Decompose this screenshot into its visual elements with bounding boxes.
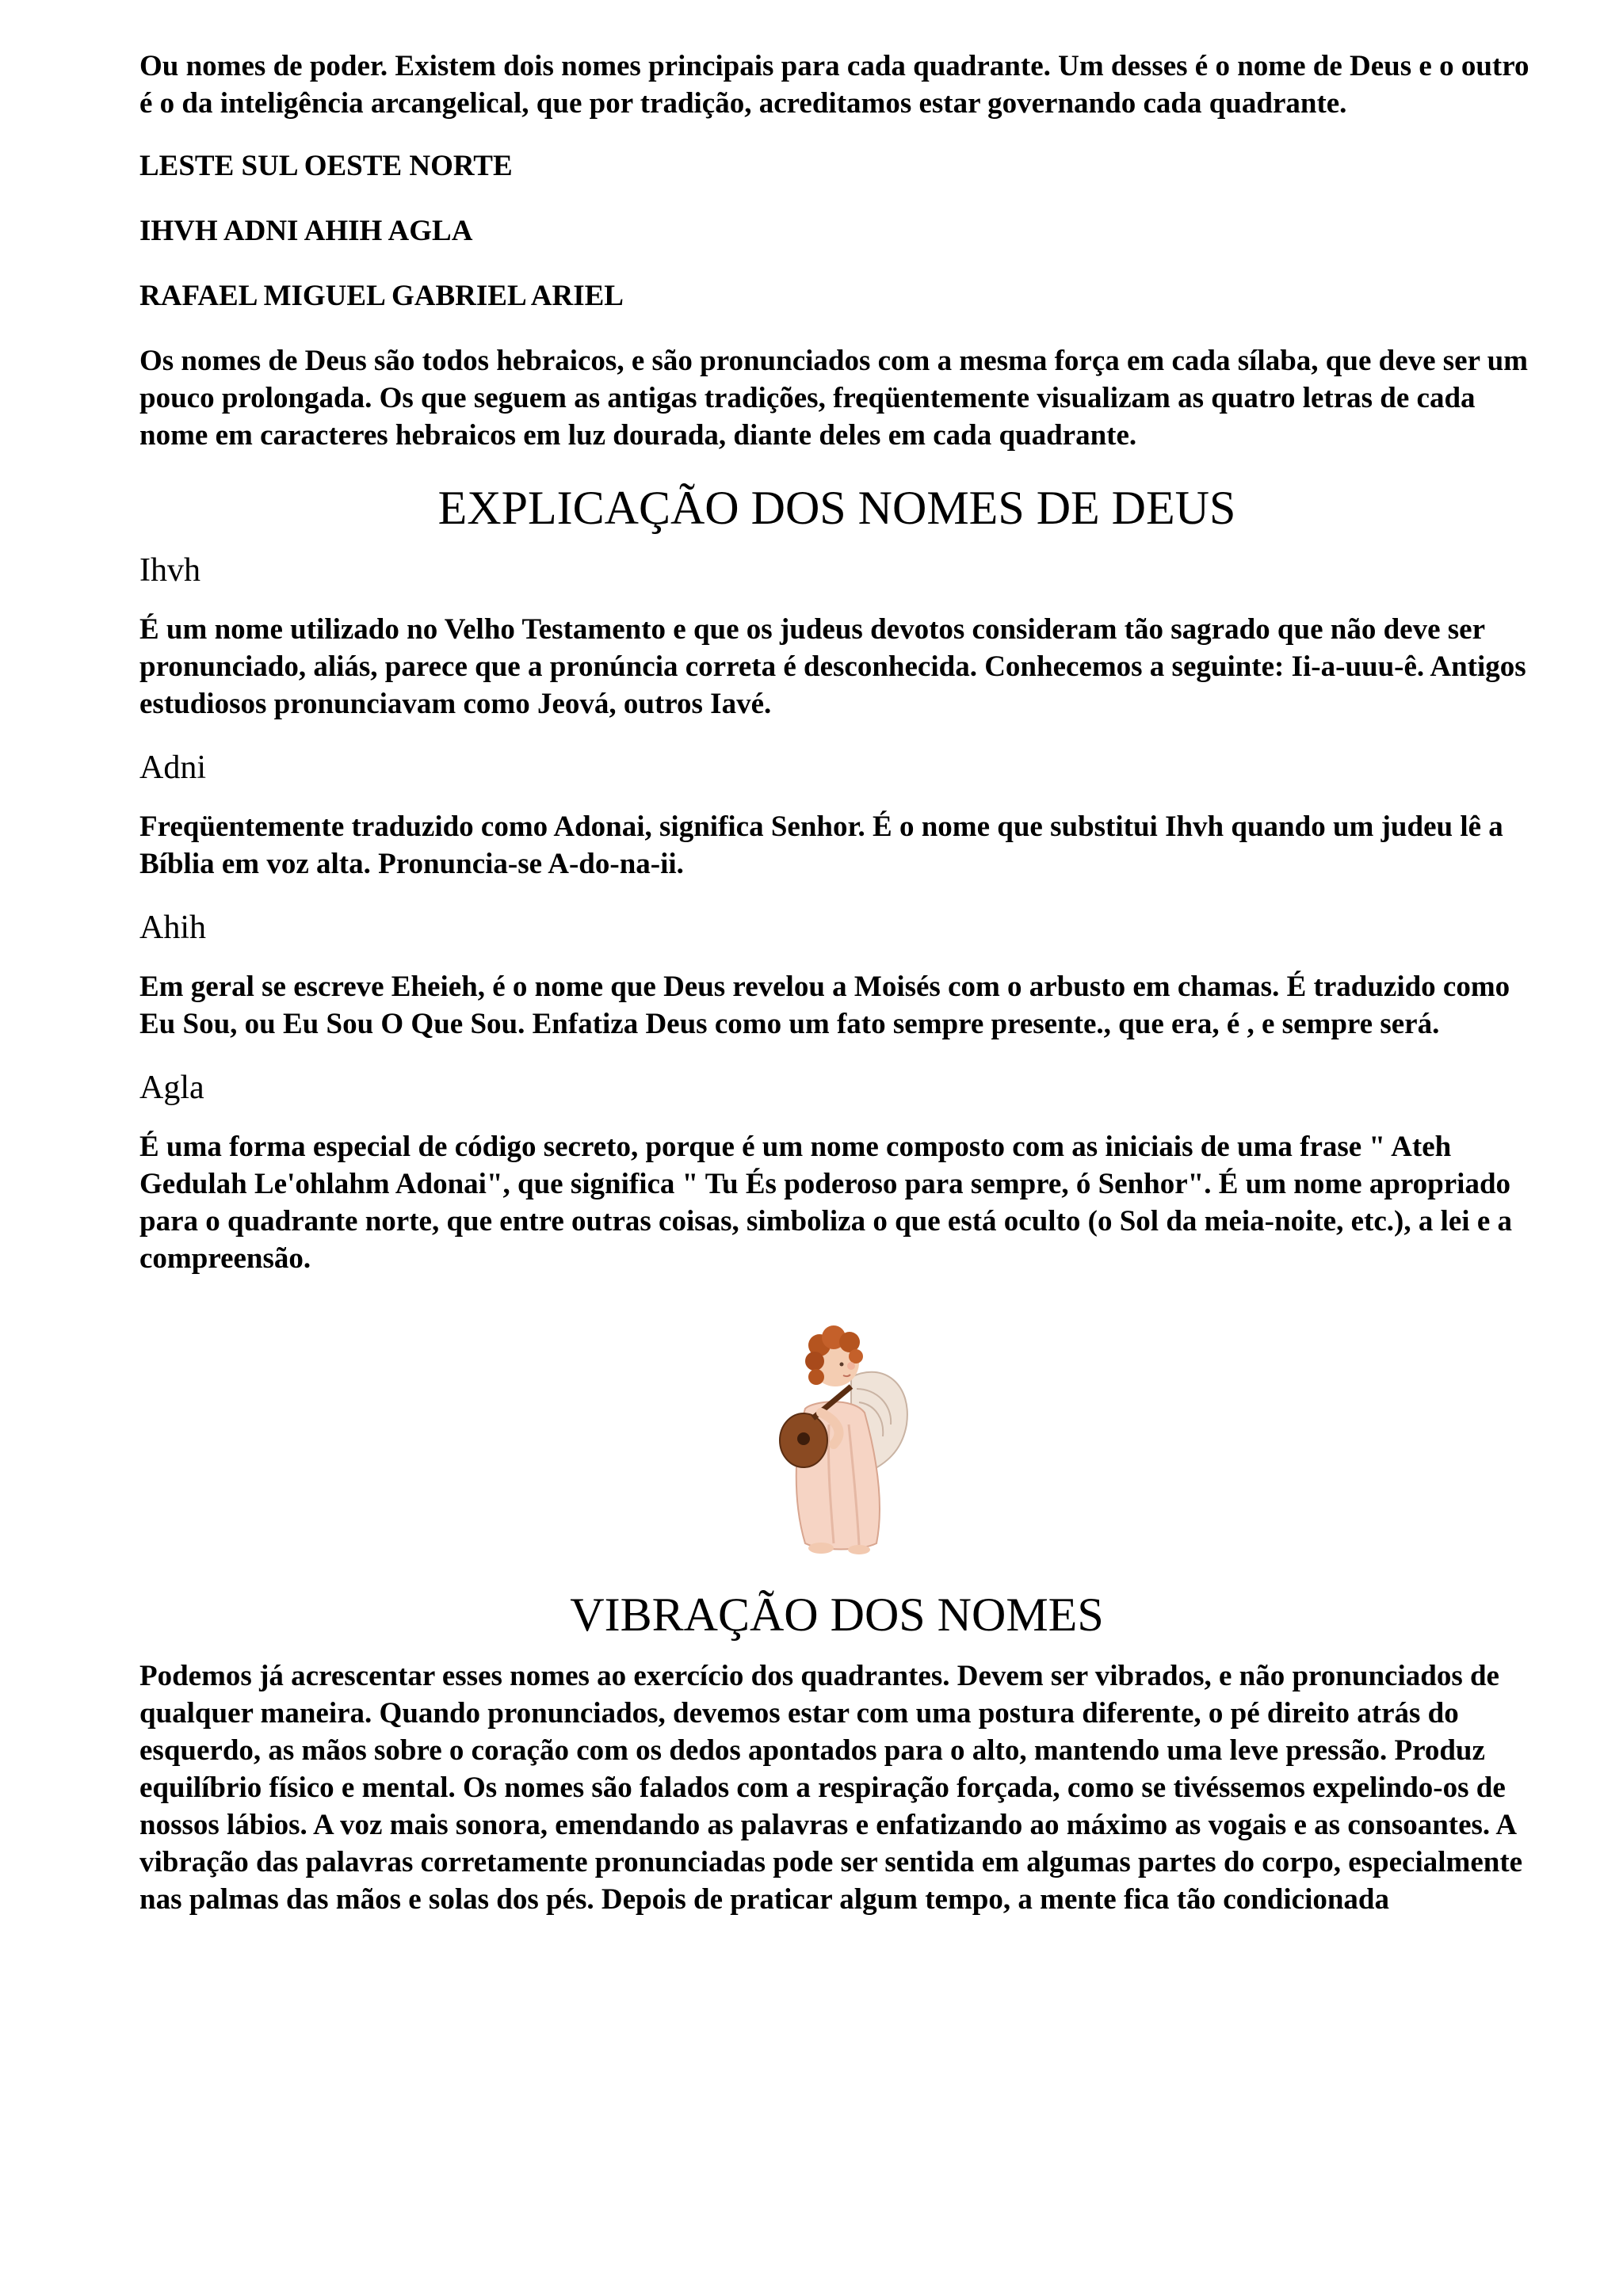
- term-agla-description: É uma forma especial de código secreto, porque é um nome composto com as iniciais de uma frase " Ateh Gedulah Le'ohlahm Adonai", que significa " Tu És poderoso para sempre, ó Senhor". É um nome apropriado para o quadrante norte, que entre outras coisas, simboliza o que está oculto (o Sol da meia-noite, etc.), a lei e a compreensão.: [139, 1131, 1512, 1275]
- vibracao-paragraph: Podemos já acrescentar esses nomes ao exercício dos quadrantes. Devem ser vibrados, e não pronunciados de qualquer maneira. Quando pronunciados, devemos estar com uma postura diferente, o pé direito atrás do esquerdo, as mãos sobre o coração com os dedos apontados para o alto, mantendo uma leve pressão. Produz equilíbrio físico e mental. Os nomes são falados com a respiração forçada, como se tivéssemos expelindo-os de nossos lábios. A voz mais sonora, emendando as palavras e enfatizando ao máximo as vogais e as consoantes. A vibração das palavras corretamente pronunciadas pode ser sentida em algumas partes do corpo, especialmente nas palmas das mãos e solas dos pés. Depois de praticar algum tempo, a mente fica tão condicionada: [139, 1660, 1523, 1916]
- term-ahih-description: Em geral se escreve Eheieh, é o nome que Deus revelou a Moisés com o arbusto em chamas. É traduzido como Eu Sou, ou Eu Sou O Que Sou. Enfatiza Deus como um fato sempre presente., que era, é , e sempre será.: [139, 971, 1510, 1040]
- document-page: [139, 48, 1534, 1943]
- term-adni: Adni: [139, 749, 206, 786]
- term-adni-description: Freqüentemente traduzido como Adonai, significa Senhor. É o nome que substitui Ihvh quando um judeu lê a Bíblia em voz alta. Pronuncia-se A-do-na-ii.: [139, 810, 1503, 880]
- quadrants-line: LESTE SUL OESTE NORTE: [139, 150, 513, 182]
- intro-paragraph: Ou nomes de poder. Existem dois nomes principais para cada quadrante. Um desses é o nome de Deus e o outro é o da inteligência arcangelical, que por tradição, acreditamos estar governando cada quadrante.: [139, 50, 1529, 120]
- term-ihvh: Ihvh: [139, 552, 200, 589]
- heading-explicacao: EXPLICAÇÃO DOS NOMES DE DEUS: [437, 482, 1236, 534]
- term-ihvh-description: É um nome utilizado no Velho Testamento e que os judeus devotos consideram tão sagrado que não deve ser pronunciado, aliás, parece que a pronúncia correta é desconhecida. Conhecemos a seguinte: Ii-a-uuu-ê. Antigos estudiosos pronunciavam como Jeová, outros Iavé.: [139, 613, 1526, 720]
- angel-with-lute-icon: [758, 1314, 916, 1559]
- term-agla: Agla: [139, 1070, 204, 1106]
- heading-vibracao: VIBRAÇÃO DOS NOMES: [570, 1589, 1104, 1641]
- god-names-line: IHVH ADNI AHIH AGLA: [139, 215, 473, 247]
- hebrew-paragraph: Os nomes de Deus são todos hebraicos, e são pronunciados com a mesma força em cada sílaba, que deve ser um pouco prolongada. Os que seguem as antigas tradições, freqüentemente visualizam as quatro letras de cada nome em caracteres hebraicos em luz dourada, diante deles em cada quadrante.: [139, 345, 1529, 452]
- term-ahih: Ahih: [139, 910, 206, 946]
- archangels-line: RAFAEL MIGUEL GABRIEL ARIEL: [139, 280, 624, 312]
